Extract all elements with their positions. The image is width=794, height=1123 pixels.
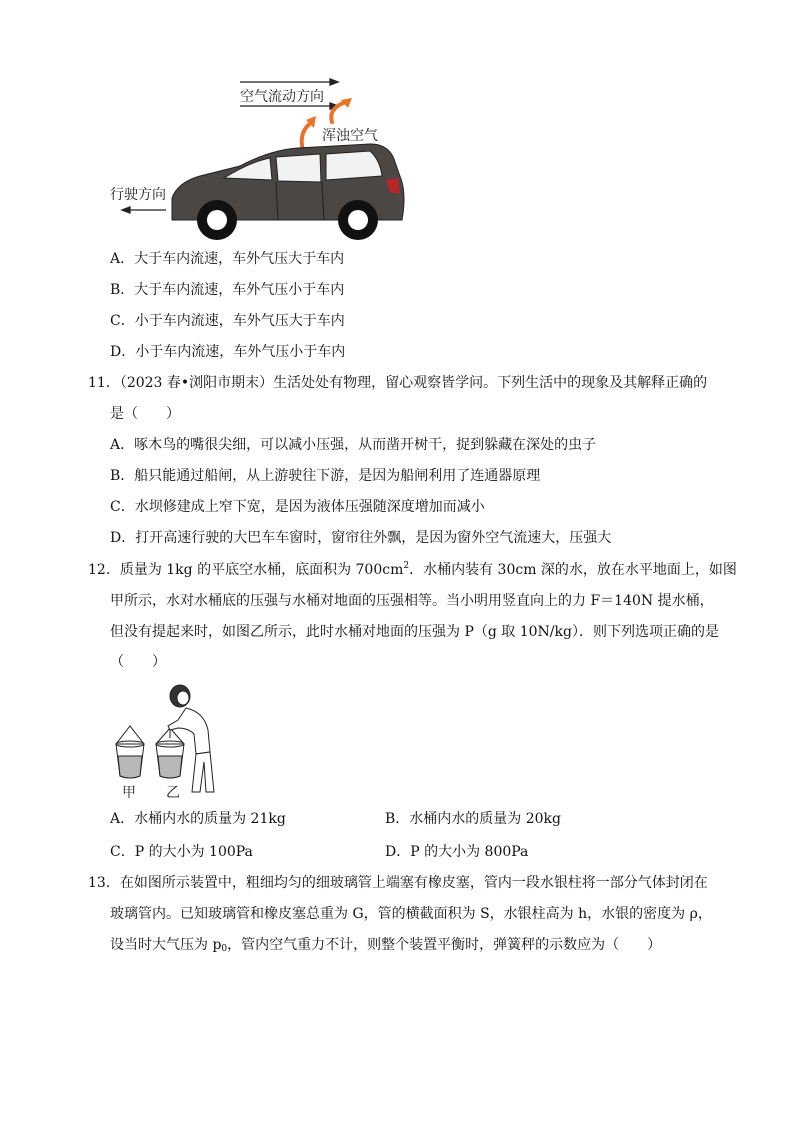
figure-label-yi: 乙: [166, 785, 180, 801]
q10-option-a: A．大于车内流速，车外气压大于车内: [110, 251, 345, 267]
q13-stem-line3-a: 设当时大气压为 p: [110, 937, 222, 953]
q13-stem-line1: 13．在如图所示装置中，粗细均匀的细玻璃管上端塞有橡皮塞，管内一段水银柱将一部分气体封闭在: [88, 875, 708, 891]
q12-option-a: A．水桶内水的质量为 21kg: [110, 811, 286, 827]
q12-option-b: B．水桶内水的质量为 20kg: [385, 811, 561, 827]
q12-stem-line3: 但没有提起来时，如图乙所示，此时水桶对地面的压强为 P（g 取 10N/kg）．则下列选项正确的是: [110, 624, 719, 640]
car-window-middle: [276, 154, 321, 182]
q13-stem-line2: 玻璃管内。已知玻璃管和橡皮塞总重为 G，管的横截面积为 S，水银柱高为 h，水银的密度为 ρ，: [110, 906, 712, 922]
q12-stem-line1-a: 12．质量为 1kg 的平底空水桶，底面积为 700cm: [88, 562, 404, 578]
figure-label-jia: 甲: [122, 785, 136, 801]
q13-subscript: 0: [221, 944, 228, 954]
q11-option-a: A．啄木鸟的嘴很尖细，可以减小压强，从而凿开树干，捉到躲藏在深处的虫子: [110, 437, 597, 453]
bucket-jia: [116, 726, 144, 778]
driving-direction-arrow: [122, 207, 166, 213]
q12-superscript: 2: [403, 561, 410, 571]
q11-stem-line2: 是（ ）: [110, 406, 180, 422]
q13-stem-line3: [110, 935, 661, 955]
q10-option-c: C．小于车内流速，车外气压大于车内: [110, 313, 345, 329]
car-window-rear: [326, 151, 382, 180]
q12-stem-line1-b: ．水桶内装有 30cm 深的水，放在水平地面上，如图: [409, 562, 737, 578]
q12-stem-line2: 甲所示，水对水桶底的压强与水桶对地面的压强相等。当小明用竖直向上的力 F＝140N 提水桶，: [110, 593, 714, 609]
q10-option-d: D．小于车内流速，车外气压小于车内: [110, 344, 346, 360]
q12-stem-line4: （ ）: [110, 654, 166, 670]
q10-option-b: B．大于车内流速，车外气压小于车内: [110, 282, 345, 298]
driving-direction-label: 行驶方向: [110, 187, 166, 203]
car-wheel-front: [197, 200, 237, 240]
q12-option-d: D．P 的大小为 800Pa: [385, 844, 529, 860]
car-wheel-rear: [338, 200, 378, 240]
q11-option-d: D．打开高速行驶的大巴车车窗时，窗帘往外飘，是因为窗外空气流速大，压强大: [110, 530, 612, 546]
q11-stem-line1: 11．（2023 春•浏阳市期末）生活处处有物理，留心观察皆学问。下列生活中的现象及其解释正确的: [88, 375, 708, 391]
dirty-air-label: 浑浊空气: [322, 128, 378, 144]
air-flow-label: 空气流动方向: [240, 89, 324, 105]
q13-stem-line3-b: ，管内空气重力不计，则整个装置平衡时，弹簧秤的示数应为（ ）: [227, 937, 662, 953]
q12-stem-line1: [88, 560, 737, 580]
q12-option-c: C．P 的大小为 100Pa: [110, 844, 253, 860]
q11-option-b: B．船只能通过船闸，从上游驶往下游，是因为船闸利用了连通器原理: [110, 468, 541, 484]
q11-option-c: C．水坝修建成上窄下宽，是因为液体压强随深度增加而减小: [110, 499, 485, 515]
